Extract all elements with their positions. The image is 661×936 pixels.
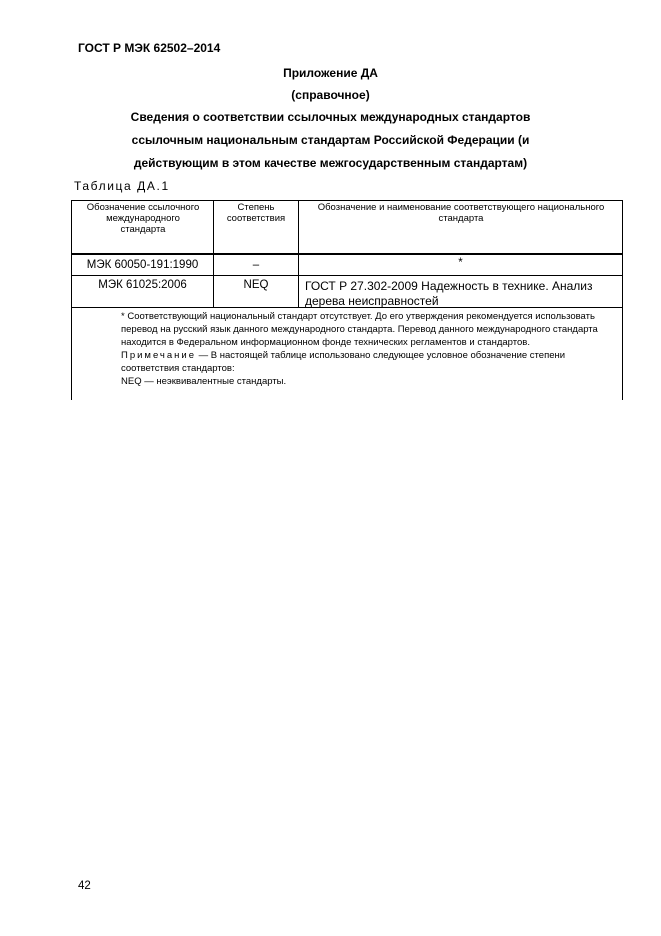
table-footnote: * Соответствующий национальный стандарт отсутствует. До его утверждения рекомендуется использовать перевод на русский язык данного международного стандарта. Перевод данного международного стандарта находится в Федеральном информационном фонде технических регламентов и стандартов. — [121, 311, 598, 348]
table-note — [75, 349, 619, 375]
header-bottom-rule — [71, 253, 623, 255]
header-national-standard: Обозначение и наименование соответствующего национального стандарта — [317, 202, 605, 224]
annex-heading-line-3: действующим в этом качестве межгосударственным стандартам) — [133, 156, 528, 170]
table-top-border — [71, 200, 623, 201]
table-cell-national: * — [458, 257, 463, 269]
annex-type: (справочное) — [291, 88, 370, 102]
page-number: 42 — [78, 880, 91, 892]
table-cell-degree: – — [252, 259, 260, 271]
table-notes — [75, 310, 619, 388]
table-cell-national: ГОСТ Р 27.302-2009 Надежность в технике. Анализ дерева неисправностей — [305, 279, 593, 308]
column-divider-2 — [298, 200, 299, 307]
header-reference-standard: Обозначение ссылочного международного стандарта — [86, 202, 200, 235]
note-legend: NEQ — неэквивалентные стандарты. — [121, 376, 287, 387]
document-code: ГОСТ Р МЭК 62502–2014 — [78, 41, 221, 55]
table-right-border — [622, 200, 623, 400]
table-cell-ref: МЭК 60050-191:1990 — [86, 259, 199, 271]
row-divider — [71, 275, 623, 276]
table-left-border — [71, 200, 72, 400]
annex-heading-line-1: Сведения о соответствии ссылочных международных стандартов — [130, 110, 531, 124]
note-label: Примечание — [121, 350, 196, 361]
annex-title: Приложение ДА — [283, 66, 378, 80]
note-text: — В настоящей таблице использовано следующее условное обозначение степени соответствия стандартов: — [121, 350, 566, 374]
correspondence-table — [71, 200, 623, 400]
annex-heading-line-2: ссылочным национальным стандартам Российской Федерации (и — [131, 133, 530, 147]
table-cell-ref: МЭК 61025:2006 — [98, 279, 187, 291]
header-degree: Степень соответствия — [226, 202, 286, 224]
table-cell-degree: NEQ — [243, 279, 269, 291]
table-caption: Таблица ДА.1 — [74, 179, 170, 193]
